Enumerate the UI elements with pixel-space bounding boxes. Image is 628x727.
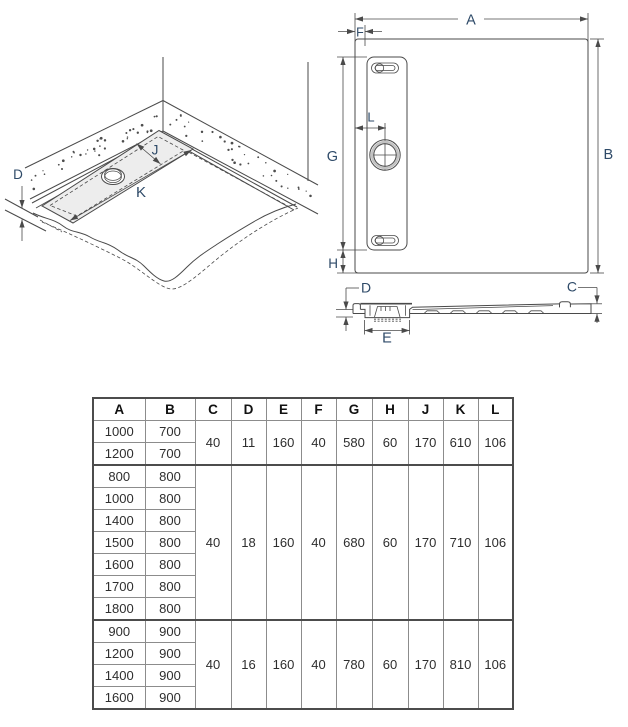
dim-F [338, 25, 382, 46]
cell-b: 700 [145, 443, 195, 466]
cell-h: 60 [372, 421, 408, 466]
table-row [93, 620, 513, 643]
cell-b: 800 [145, 510, 195, 532]
cell-a: 1600 [93, 687, 145, 710]
cell-e: 160 [266, 620, 301, 709]
dim-L [355, 110, 386, 129]
drain-channel [42, 131, 193, 224]
cell-a: 800 [93, 465, 145, 488]
cell-b: 800 [145, 576, 195, 598]
section-view [336, 279, 602, 347]
cell-l: 106 [478, 620, 513, 709]
cell-a: 1700 [93, 576, 145, 598]
table-header-row [93, 398, 513, 421]
cell-a: 900 [93, 620, 145, 643]
cell-f: 40 [301, 620, 336, 709]
cell-a: 1000 [93, 488, 145, 510]
cell-f: 40 [301, 465, 336, 620]
plan-label-b: B [603, 147, 614, 163]
cell-a: 1200 [93, 443, 145, 466]
cell-h: 60 [372, 620, 408, 709]
plan-label-a: A [466, 12, 476, 29]
iso-label-j: J [151, 142, 159, 158]
cell-c: 40 [195, 620, 231, 709]
col-header-d: D [231, 398, 266, 421]
isometric-view [5, 57, 318, 289]
cell-g: 680 [336, 465, 372, 620]
cell-k: 610 [443, 421, 478, 466]
plan-label-l: L [367, 109, 375, 125]
col-header-c: C [195, 398, 231, 421]
iso-label-d: D [13, 167, 23, 182]
cell-e: 160 [266, 465, 301, 620]
mounting-slot-icon [372, 63, 399, 73]
cell-a: 1000 [93, 421, 145, 443]
cell-b: 800 [145, 598, 195, 621]
cell-l: 106 [478, 421, 513, 466]
cell-a: 1200 [93, 643, 145, 665]
cell-b: 800 [145, 554, 195, 576]
col-header-k: K [443, 398, 478, 421]
dim-section-E [365, 320, 410, 347]
dim-B [590, 39, 613, 273]
cell-g: 580 [336, 421, 372, 466]
cell-j: 170 [408, 465, 443, 620]
wall-speckles-right [169, 114, 311, 197]
cell-b: 800 [145, 488, 195, 510]
cell-j: 170 [408, 421, 443, 466]
col-header-g: G [336, 398, 372, 421]
cell-k: 810 [443, 620, 478, 709]
cell-d: 16 [231, 620, 266, 709]
col-header-f: F [301, 398, 336, 421]
tray-section-profile [353, 302, 591, 318]
table-row [93, 421, 513, 443]
plan-label-g: G [326, 149, 338, 165]
cell-j: 170 [408, 620, 443, 709]
dim-section-D [346, 280, 371, 332]
dimensions-table [92, 397, 514, 710]
cell-b: 800 [145, 532, 195, 554]
col-header-e: E [266, 398, 301, 421]
cell-c: 40 [195, 421, 231, 466]
cell-d: 11 [231, 421, 266, 466]
dim-H [328, 250, 358, 273]
cell-e: 160 [266, 421, 301, 466]
iso-label-k: K [135, 184, 147, 201]
cell-d: 18 [231, 465, 266, 620]
plan-label-h: H [328, 256, 338, 271]
plan-view [327, 13, 613, 274]
col-header-a: A [93, 398, 145, 421]
dim-section-C [567, 279, 597, 324]
cell-a: 1400 [93, 510, 145, 532]
col-header-b: B [145, 398, 195, 421]
section-label-d: D [361, 279, 372, 296]
section-label-e: E [382, 330, 392, 347]
dim-G [327, 57, 367, 250]
cell-a: 1400 [93, 665, 145, 687]
dim-A [355, 13, 588, 47]
cell-k: 710 [443, 465, 478, 620]
cell-a: 1500 [93, 532, 145, 554]
drain-icon [102, 169, 125, 185]
cell-b: 900 [145, 665, 195, 687]
cell-b: 900 [145, 687, 195, 710]
cell-h: 60 [372, 465, 408, 620]
table-row [93, 465, 513, 488]
cell-c: 40 [195, 465, 231, 620]
cell-f: 40 [301, 421, 336, 466]
col-header-l: L [478, 398, 513, 421]
mounting-slot-icon [372, 236, 399, 246]
cell-b: 700 [145, 421, 195, 443]
drain-trap-icon [374, 307, 401, 322]
cell-b: 900 [145, 643, 195, 665]
col-header-h: H [372, 398, 408, 421]
col-header-j: J [408, 398, 443, 421]
plan-label-f: F [356, 25, 364, 40]
cell-a: 1800 [93, 598, 145, 621]
cell-a: 1600 [93, 554, 145, 576]
section-label-c: C [566, 278, 577, 295]
drain-icon [370, 123, 400, 170]
cell-l: 106 [478, 465, 513, 620]
cell-g: 780 [336, 620, 372, 709]
cell-b: 900 [145, 620, 195, 643]
cell-b: 800 [145, 465, 195, 488]
